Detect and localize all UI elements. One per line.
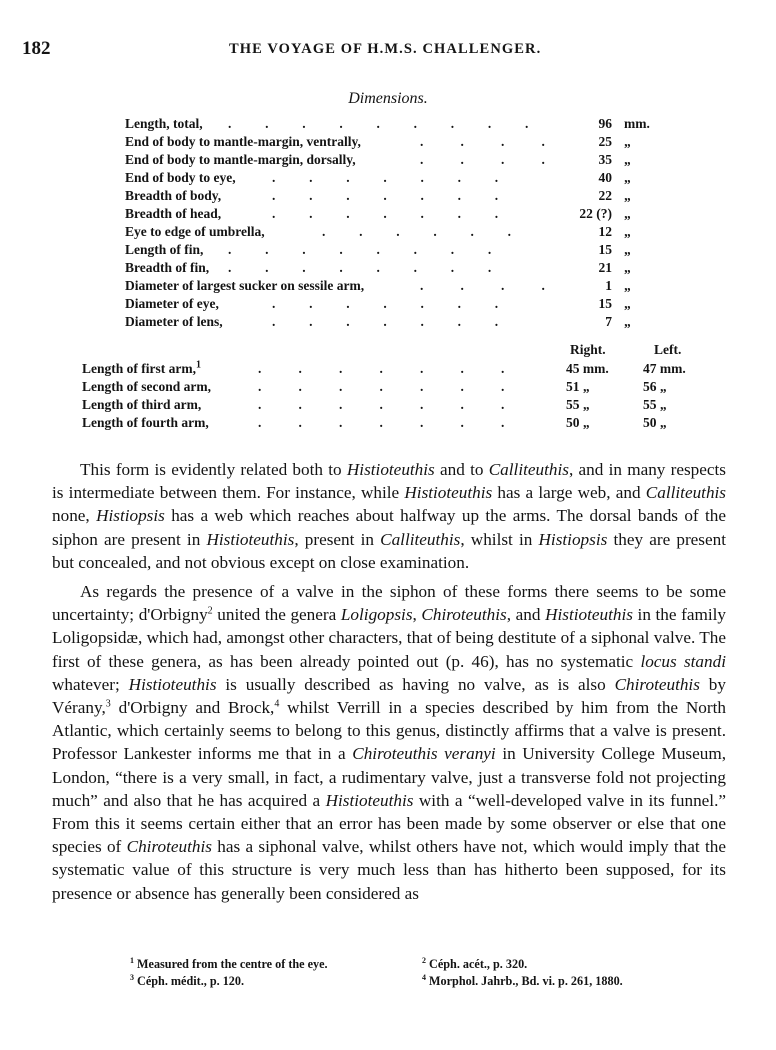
- leader-dots: . . . . . . . .: [228, 260, 492, 275]
- left-arm-value: 50 „: [643, 415, 667, 430]
- dimension-row: [0, 278, 776, 296]
- dimension-unit: „: [624, 278, 631, 293]
- dimension-row: [0, 224, 776, 242]
- dimension-value: 35: [598, 152, 612, 167]
- arm-label: Length of first arm,$^1$: [82, 359, 201, 376]
- left-arm-value: 55 „: [643, 397, 667, 412]
- leader-dots: . . . . . . .: [258, 361, 505, 376]
- footnote: $^1$ Measured from the centre of the eye.: [130, 955, 328, 971]
- leader-dots: . . . . . . .: [272, 296, 499, 311]
- leader-dots: . . . . . . .: [272, 170, 499, 185]
- dimension-unit: „: [624, 170, 631, 185]
- dimensions-heading: [0, 90, 776, 108]
- dimension-label: Breadth of head,: [125, 206, 222, 221]
- leader-dots: . . . . . . .: [258, 415, 505, 430]
- arm-row: [0, 397, 776, 415]
- dimension-value: 15: [598, 242, 612, 257]
- leader-dots: . . . . . . .: [258, 397, 505, 412]
- dimension-value: 12: [598, 224, 612, 239]
- paragraph-2: As regards the presence of a valve in the siphon of these forms there seems to be some uncertainty; d'Orbigny$^2$ united the genera Loligopsis, Chiroteuthis, and Histioteuthis in the family Loligopsidæ, which had, amongst other characters, that of being destitute of a siphonal valve. The first of these genera, as has been already pointed out (p. 46), has no systematic locus standi whatever; Histioteuthis is usually described as having no valve, as is also Chiroteuthis by Vérany,$^3$ d'Orbigny and Brock,$^4$ whilst Verrill in a species described by him from the North Atlantic, which certainly seems to belong to this genus, distinctly affirms that a valve is present. Professor Lankester informs me that in a Chiroteuthis veranyi in University College Museum, London, “there is a very small, in fact, a rudimentary valve, just a transverse fold not projecting much” and also that he has acquired a Histioteuthis with a “well-developed valve in its funnel.” From this it seems certain either that an error has been made by some observer or else that one species of Chiroteuthis has a siphonal valve, whilst others have not, which would imply that the systematic value of this structure is very much less than has hitherto been supposed, for its presence or absence has generally been considered as: [52, 582, 727, 903]
- dimension-row: [0, 116, 776, 134]
- dimension-label: End of body to eye,: [125, 170, 236, 185]
- dimension-unit: „: [624, 242, 631, 257]
- dimension-unit: „: [624, 188, 631, 203]
- arm-label: Length of second arm,: [82, 379, 211, 394]
- dimension-label: Eye to edge of umbrella,: [125, 224, 265, 239]
- dimension-row: [0, 152, 776, 170]
- dimension-label: Breadth of body,: [125, 188, 222, 203]
- page-header: [22, 38, 722, 64]
- paragraph-1: This form is evidently related both to Histioteuthis and to Calliteuthis, and in many respects is intermediate between them. For instance, while Histioteuthis has a large web, and Calliteuthis none, Histiopsis has a web which reaches about halfway up the arms. The dorsal bands of the siphon are present in Histioteuthis, present in Calliteuthis, whilst in Histiopsis they are present but concealed, and not obvious except on close examination.: [52, 460, 726, 572]
- dimension-label: Breadth of fin,: [125, 260, 210, 275]
- footnote: $^2$ Céph. acét., p. 320.: [422, 955, 528, 971]
- dimension-row: [0, 206, 776, 224]
- dimension-label: Length of fin,: [125, 242, 204, 257]
- left-column-header: Left.: [654, 342, 682, 357]
- dimension-label: Diameter of largest sucker on sessile arm,: [125, 278, 365, 293]
- dimension-value: 22 (?): [579, 206, 612, 221]
- dimension-unit: „: [624, 224, 631, 239]
- footnote-ref: 1: [195, 359, 201, 371]
- left-arm-value: 47 mm.: [643, 361, 686, 376]
- leader-dots: . . . . . . .: [272, 206, 499, 221]
- dimension-label: Diameter of lens,: [125, 314, 223, 329]
- page-number: 182: [22, 38, 51, 59]
- dimension-row: [0, 242, 776, 260]
- arm-column-headers: [0, 342, 776, 360]
- leader-dots: . . . .: [420, 152, 545, 167]
- leader-dots: . . . . . . .: [258, 379, 505, 394]
- leader-dots: . . . . . .: [322, 224, 511, 239]
- dimension-value: 15: [598, 296, 612, 311]
- footnote: $^4$ Morphol. Jahrb., Bd. vi. p. 261, 1880.: [422, 972, 623, 988]
- dimension-label: Length, total,: [125, 116, 203, 131]
- dimension-value: 1: [605, 278, 612, 293]
- dimension-unit: „: [624, 314, 631, 329]
- leader-dots: . . . . . . .: [272, 314, 499, 329]
- right-arm-value: 45 mm.: [566, 361, 609, 376]
- arm-label: Length of third arm,: [82, 397, 202, 412]
- dimension-unit: „: [624, 296, 631, 311]
- dimension-row: [0, 260, 776, 278]
- dimension-value: 22: [598, 188, 612, 203]
- dimension-unit: „: [624, 134, 631, 149]
- dimension-row: [0, 170, 776, 188]
- dimension-value: 96: [598, 116, 612, 131]
- dimension-value: 7: [605, 314, 612, 329]
- running-title: THE VOYAGE OF H.M.S. CHALLENGER.: [229, 41, 542, 57]
- leader-dots: . . . .: [420, 278, 545, 293]
- dimension-value: 25: [598, 134, 612, 149]
- footnote: $^3$ Céph. médit., p. 120.: [130, 972, 245, 988]
- right-arm-value: 50 „: [566, 415, 590, 430]
- leader-dots: . . . . . . . .: [228, 242, 492, 257]
- right-column-header: Right.: [570, 342, 606, 357]
- right-arm-value: 51 „: [566, 379, 590, 394]
- dimension-unit: „: [624, 260, 631, 275]
- dimension-value: 21: [598, 260, 612, 275]
- dimension-value: 40: [598, 170, 612, 185]
- dimension-unit: „: [624, 206, 631, 221]
- dimension-label: End of body to mantle-margin, dorsally,: [125, 152, 356, 167]
- arm-label: Length of fourth arm,: [82, 415, 209, 430]
- dimension-row: [0, 134, 776, 152]
- dimension-row: [0, 314, 776, 332]
- dimension-label: End of body to mantle-margin, ventrally,: [125, 134, 361, 149]
- arm-row: [0, 361, 776, 379]
- right-arm-value: 55 „: [566, 397, 590, 412]
- dimensions-heading-text: Dimensions.: [348, 90, 428, 107]
- dimension-label: Diameter of eye,: [125, 296, 219, 311]
- dimension-row: [0, 188, 776, 206]
- leader-dots: . . . . . . .: [272, 188, 499, 203]
- arm-row: [0, 415, 776, 433]
- body-text: [52, 458, 726, 905]
- leader-dots: . . . . . . . . .: [228, 116, 529, 131]
- arm-row: [0, 379, 776, 397]
- dimension-unit: mm.: [624, 116, 650, 131]
- dimension-unit: „: [624, 152, 631, 167]
- left-arm-value: 56 „: [643, 379, 667, 394]
- leader-dots: . . . .: [420, 134, 545, 149]
- dimension-row: [0, 296, 776, 314]
